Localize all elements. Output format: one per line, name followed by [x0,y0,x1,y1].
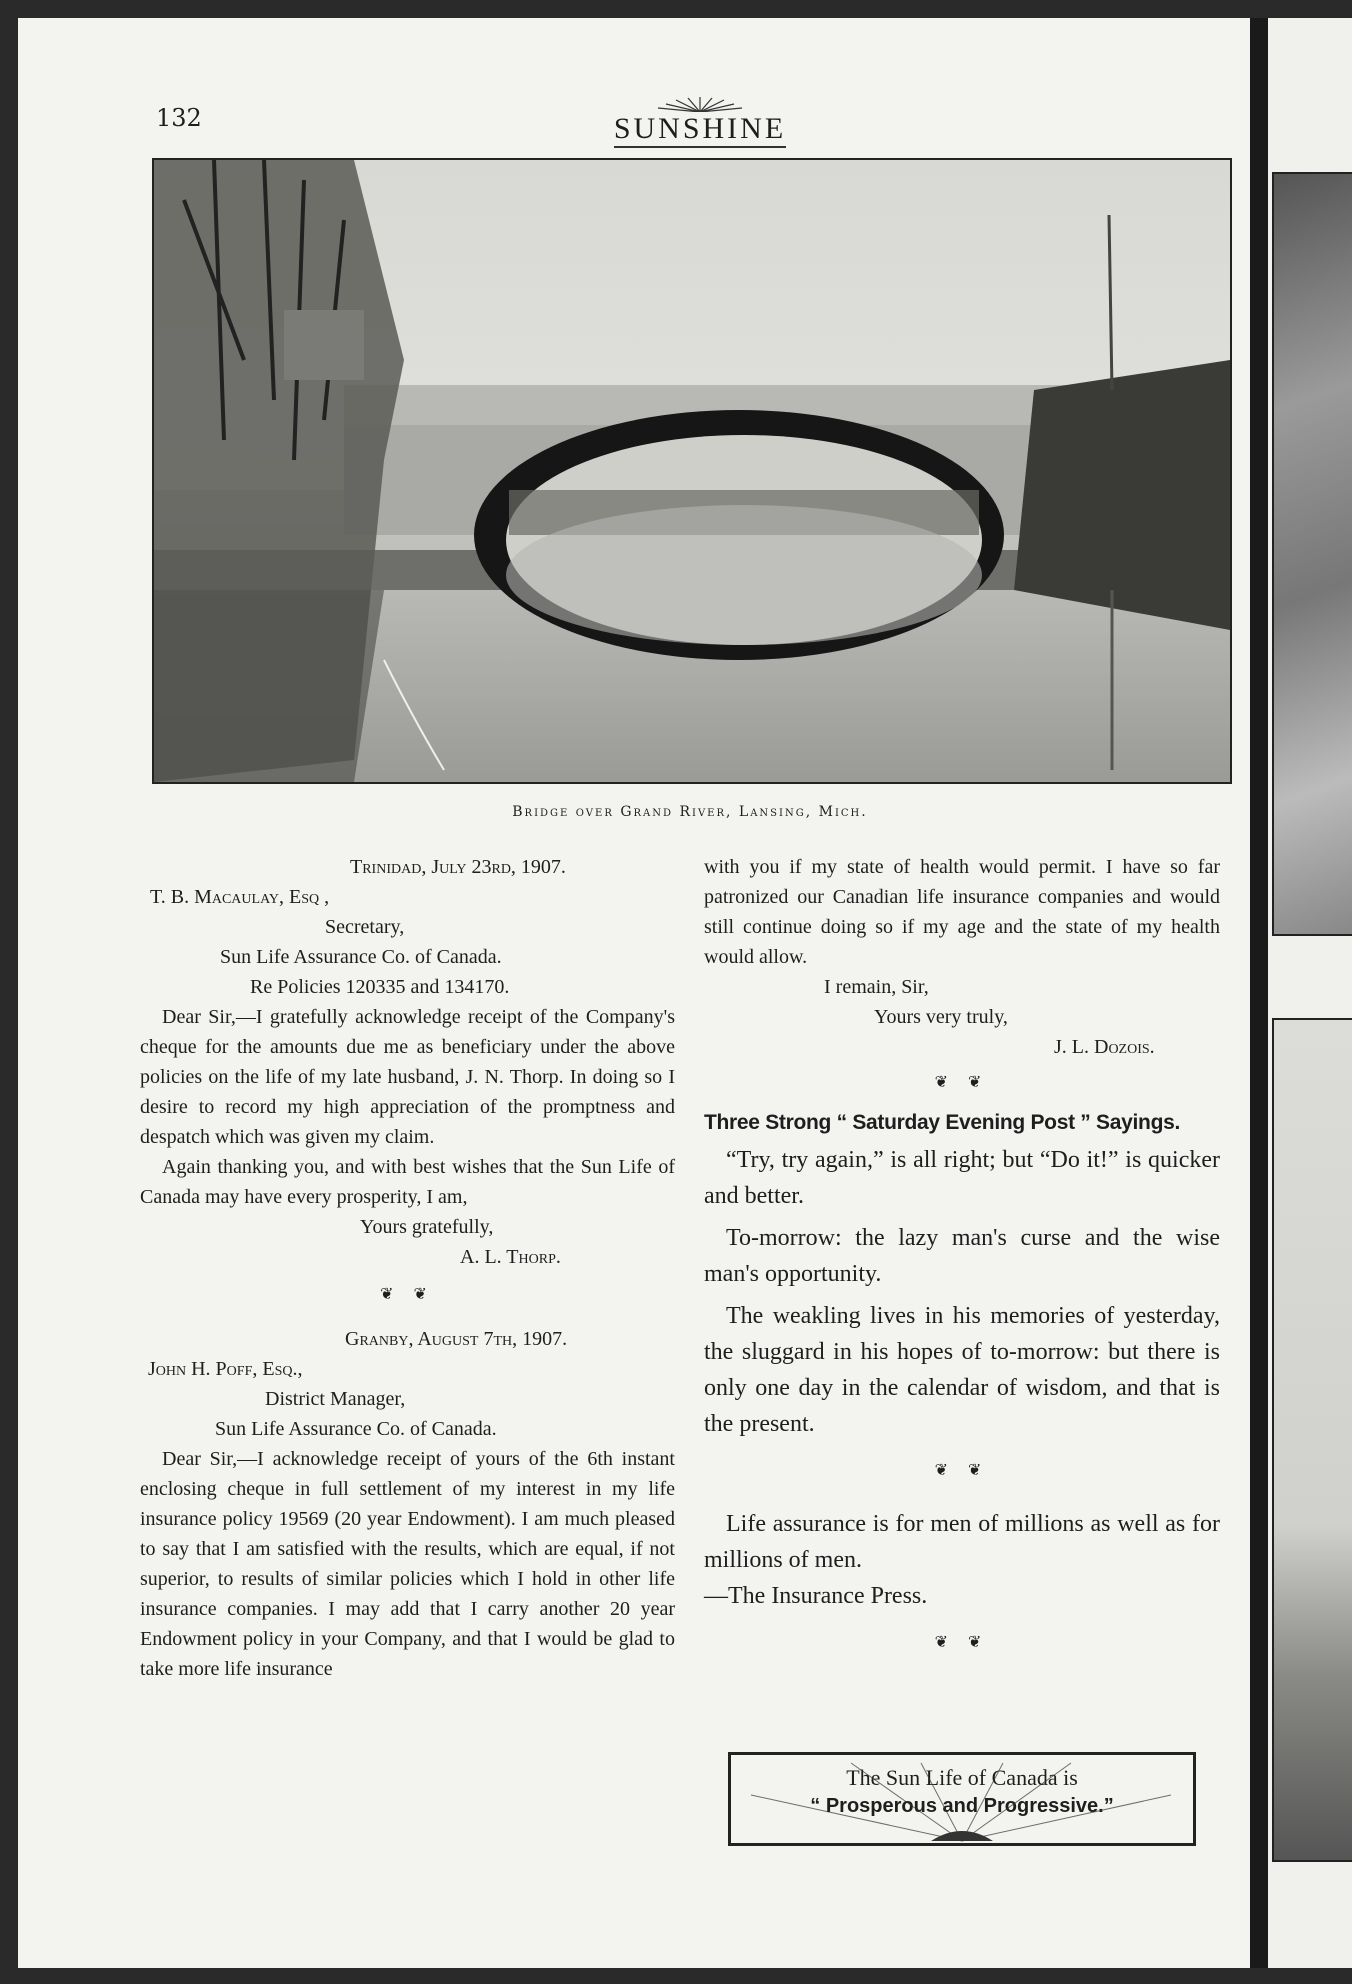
letter2-body-right: with you if my state of health would permit. I have so far patronized our Canadian life insurance companies and would still continue doing so if my age and the state of my health would allow. [704,856,1220,968]
saying-2: To-morrow: the lazy man's curse and the wise man's opportunity. [704,1225,1220,1287]
facing-page-photo-top [1272,172,1352,936]
masthead-title: SUNSHINE [614,112,786,148]
ad-line-1: The Sun Life of Canada is [846,1765,1078,1790]
letter2-addressee: John H. Poff, Esq., [148,1358,303,1380]
advertisement-box [728,1752,1196,1846]
letter2-closing1: I remain, Sir, [824,976,929,998]
letter1-title: Secretary, [325,916,405,938]
letter2-body-left: Dear Sir,—I acknowledge receipt of yours of the 6th instant enclosing cheque in full settlement of my interest in my life insurance policy 19569 (20 year Endowment). I am much pleased to say that I am satisfied with the results, which are equal, if not superior, to results of similar policies which I hold in other life insurance companies. I may add that I carry another 20 year Endowment policy in your Company, and that I would be glad to take more life insurance [140,1448,675,1680]
letter1-place-date: Trinidad, July 23rd, 1907. [350,856,566,878]
quote-text: Life assurance is for men of millions as well as for millions of men. [704,1511,1220,1573]
sunburst-rays-icon [731,1755,1193,1843]
bridge-image [154,160,1230,782]
left-column [140,852,675,1684]
letter1-addressee: T. B. Macaulay, Esq , [150,886,330,908]
letter2-place-date: Granby, August 7th, 1907. [345,1328,568,1350]
saying-3: The weakling lives in his memories of yesterday, the sluggard in his hopes of to-morrow: but there is only one day in the calendar of wisdom, and that is the present. [704,1303,1220,1437]
letter1-re: Re Policies 120335 and 134170. [250,976,510,998]
letter2-closing2: Yours very truly, [874,1006,1008,1028]
fleuron-ornament-icon: ❦ ❦ [934,1462,990,1479]
quote-source: —The Insurance Press. [704,1583,928,1609]
sayings-heading: Three Strong “ Saturday Evening Post ” Sayings. [704,1111,1181,1134]
fleuron-ornament-icon: ❦ ❦ [934,1074,990,1091]
letter1-closing: Yours gratefully, [360,1216,494,1238]
bridge-photo [152,158,1232,784]
letter1-body2: Again thanking you, and with best wishes that the Sun Life of Canada may have every prosperity, I am, [140,1156,675,1208]
binding-spine [1250,18,1268,1968]
sunrise-rays-icon [600,96,800,112]
ad-line-2: “ Prosperous and Progressive.” [810,1795,1114,1817]
letter2-company: Sun Life Assurance Co. of Canada. [215,1418,497,1440]
right-column [704,852,1220,1658]
facing-page-photo-bottom [1272,1018,1352,1862]
saying-1: “Try, try again,” is all right; but “Do it!” is quicker and better. [704,1147,1220,1209]
letter1-company: Sun Life Assurance Co. of Canada. [220,946,502,968]
letter2-title: District Manager, [265,1388,406,1410]
letter1-body1: Dear Sir,—I gratefully acknowledge receipt of the Company's cheque for the amounts due me as beneficiary under the above policies on the life of my late husband, J. N. Thorp. In doing so I desire to record my high appreciation of the promptness and despatch which was given my claim. [140,1006,675,1148]
letter2-signature: J. L. Dozois. [1054,1036,1155,1058]
letter1-signature: A. L. Thorp. [460,1246,561,1268]
page-number: 132 [156,104,202,132]
masthead [600,96,800,146]
photo-caption: Bridge over Grand River, Lansing, Mich. [512,804,868,820]
fleuron-ornament-icon: ❦ ❦ [380,1286,435,1303]
fleuron-ornament-icon: ❦ ❦ [934,1634,990,1651]
